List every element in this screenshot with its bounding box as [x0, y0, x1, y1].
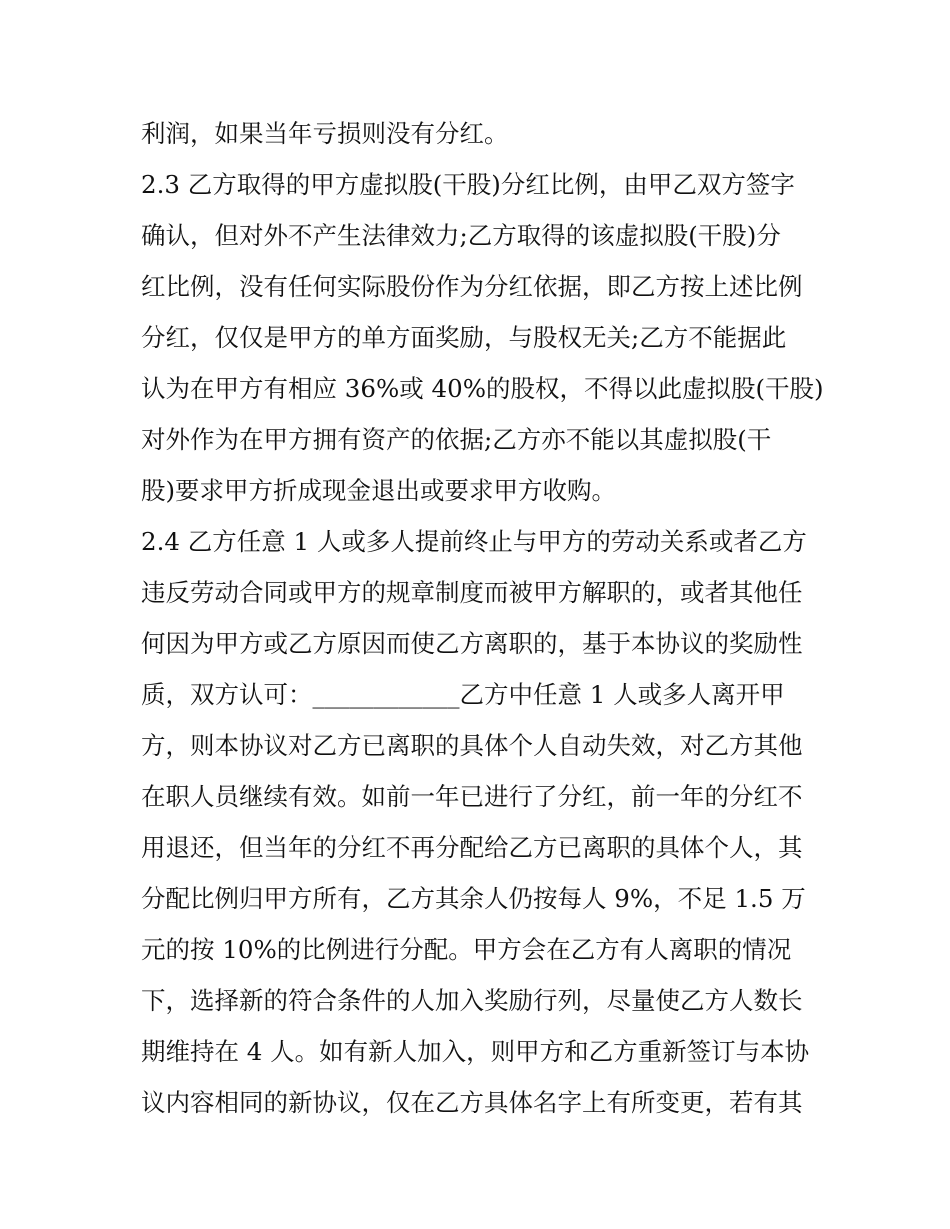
text-line: 分配比例归甲方所有，乙方其余人仍按每人 9%，不足 1.5 万 [141, 884, 806, 913]
text-line: 用退还，但当年的分红不再分配给乙方已离职的具体个人，其 [141, 833, 803, 862]
text-line: 2.4 乙方任意 1 人或多人提前终止与甲方的劳动关系或者乙方 [141, 527, 807, 556]
text-line: 对外作为在甲方拥有资产的依据;乙方亦不能以其虚拟股(干 [141, 425, 772, 454]
document-body [141, 108, 824, 1128]
text-line: 方，则本协议对乙方已离职的具体个人自动失效，对乙方其他 [141, 731, 803, 760]
text-line: 下，选择新的符合条件的人加入奖励行列，尽量使乙方人数长 [141, 986, 803, 1015]
text-line: 分红，仅仅是甲方的单方面奖励，与股权无关;乙方不能据此 [141, 323, 787, 352]
text-line: 在职人员继续有效。如前一年已进行了分红，前一年的分红不 [141, 782, 803, 811]
text-line: 质，双方认可：____________乙方中任意 1 人或多人离开甲 [141, 680, 785, 709]
text-line: 违反劳动合同或甲方的规章制度而被甲方解职的，或者其他任 [141, 578, 803, 607]
text-line: 期维持在 4 人。如有新人加入，则甲方和乙方重新签订与本协 [141, 1037, 810, 1066]
text-line: 确认，但对外不产生法律效力;乙方取得的该虚拟股(干股)分 [141, 221, 781, 250]
text-line: 股)要求甲方折成现金退出或要求甲方收购。 [141, 476, 617, 505]
text-line: 红比例，没有任何实际股份作为分红依据，即乙方按上述比例 [141, 272, 803, 301]
text-line: 认为在甲方有相应 36%或 40%的股权，不得以此虚拟股(干股) [141, 374, 824, 403]
text-line: 何因为甲方或乙方原因而使乙方离职的，基于本协议的奖励性 [141, 629, 803, 658]
text-line: 元的按 10%的比例进行分配。甲方会在乙方有人离职的情况 [141, 935, 792, 964]
text-line: 2.3 乙方取得的甲方虚拟股(干股)分红比例，由甲乙双方签字 [141, 170, 795, 199]
text-line: 利润，如果当年亏损则没有分红。 [141, 119, 509, 148]
text-line: 议内容相同的新协议，仅在乙方具体名字上有所变更，若有其 [141, 1088, 803, 1117]
